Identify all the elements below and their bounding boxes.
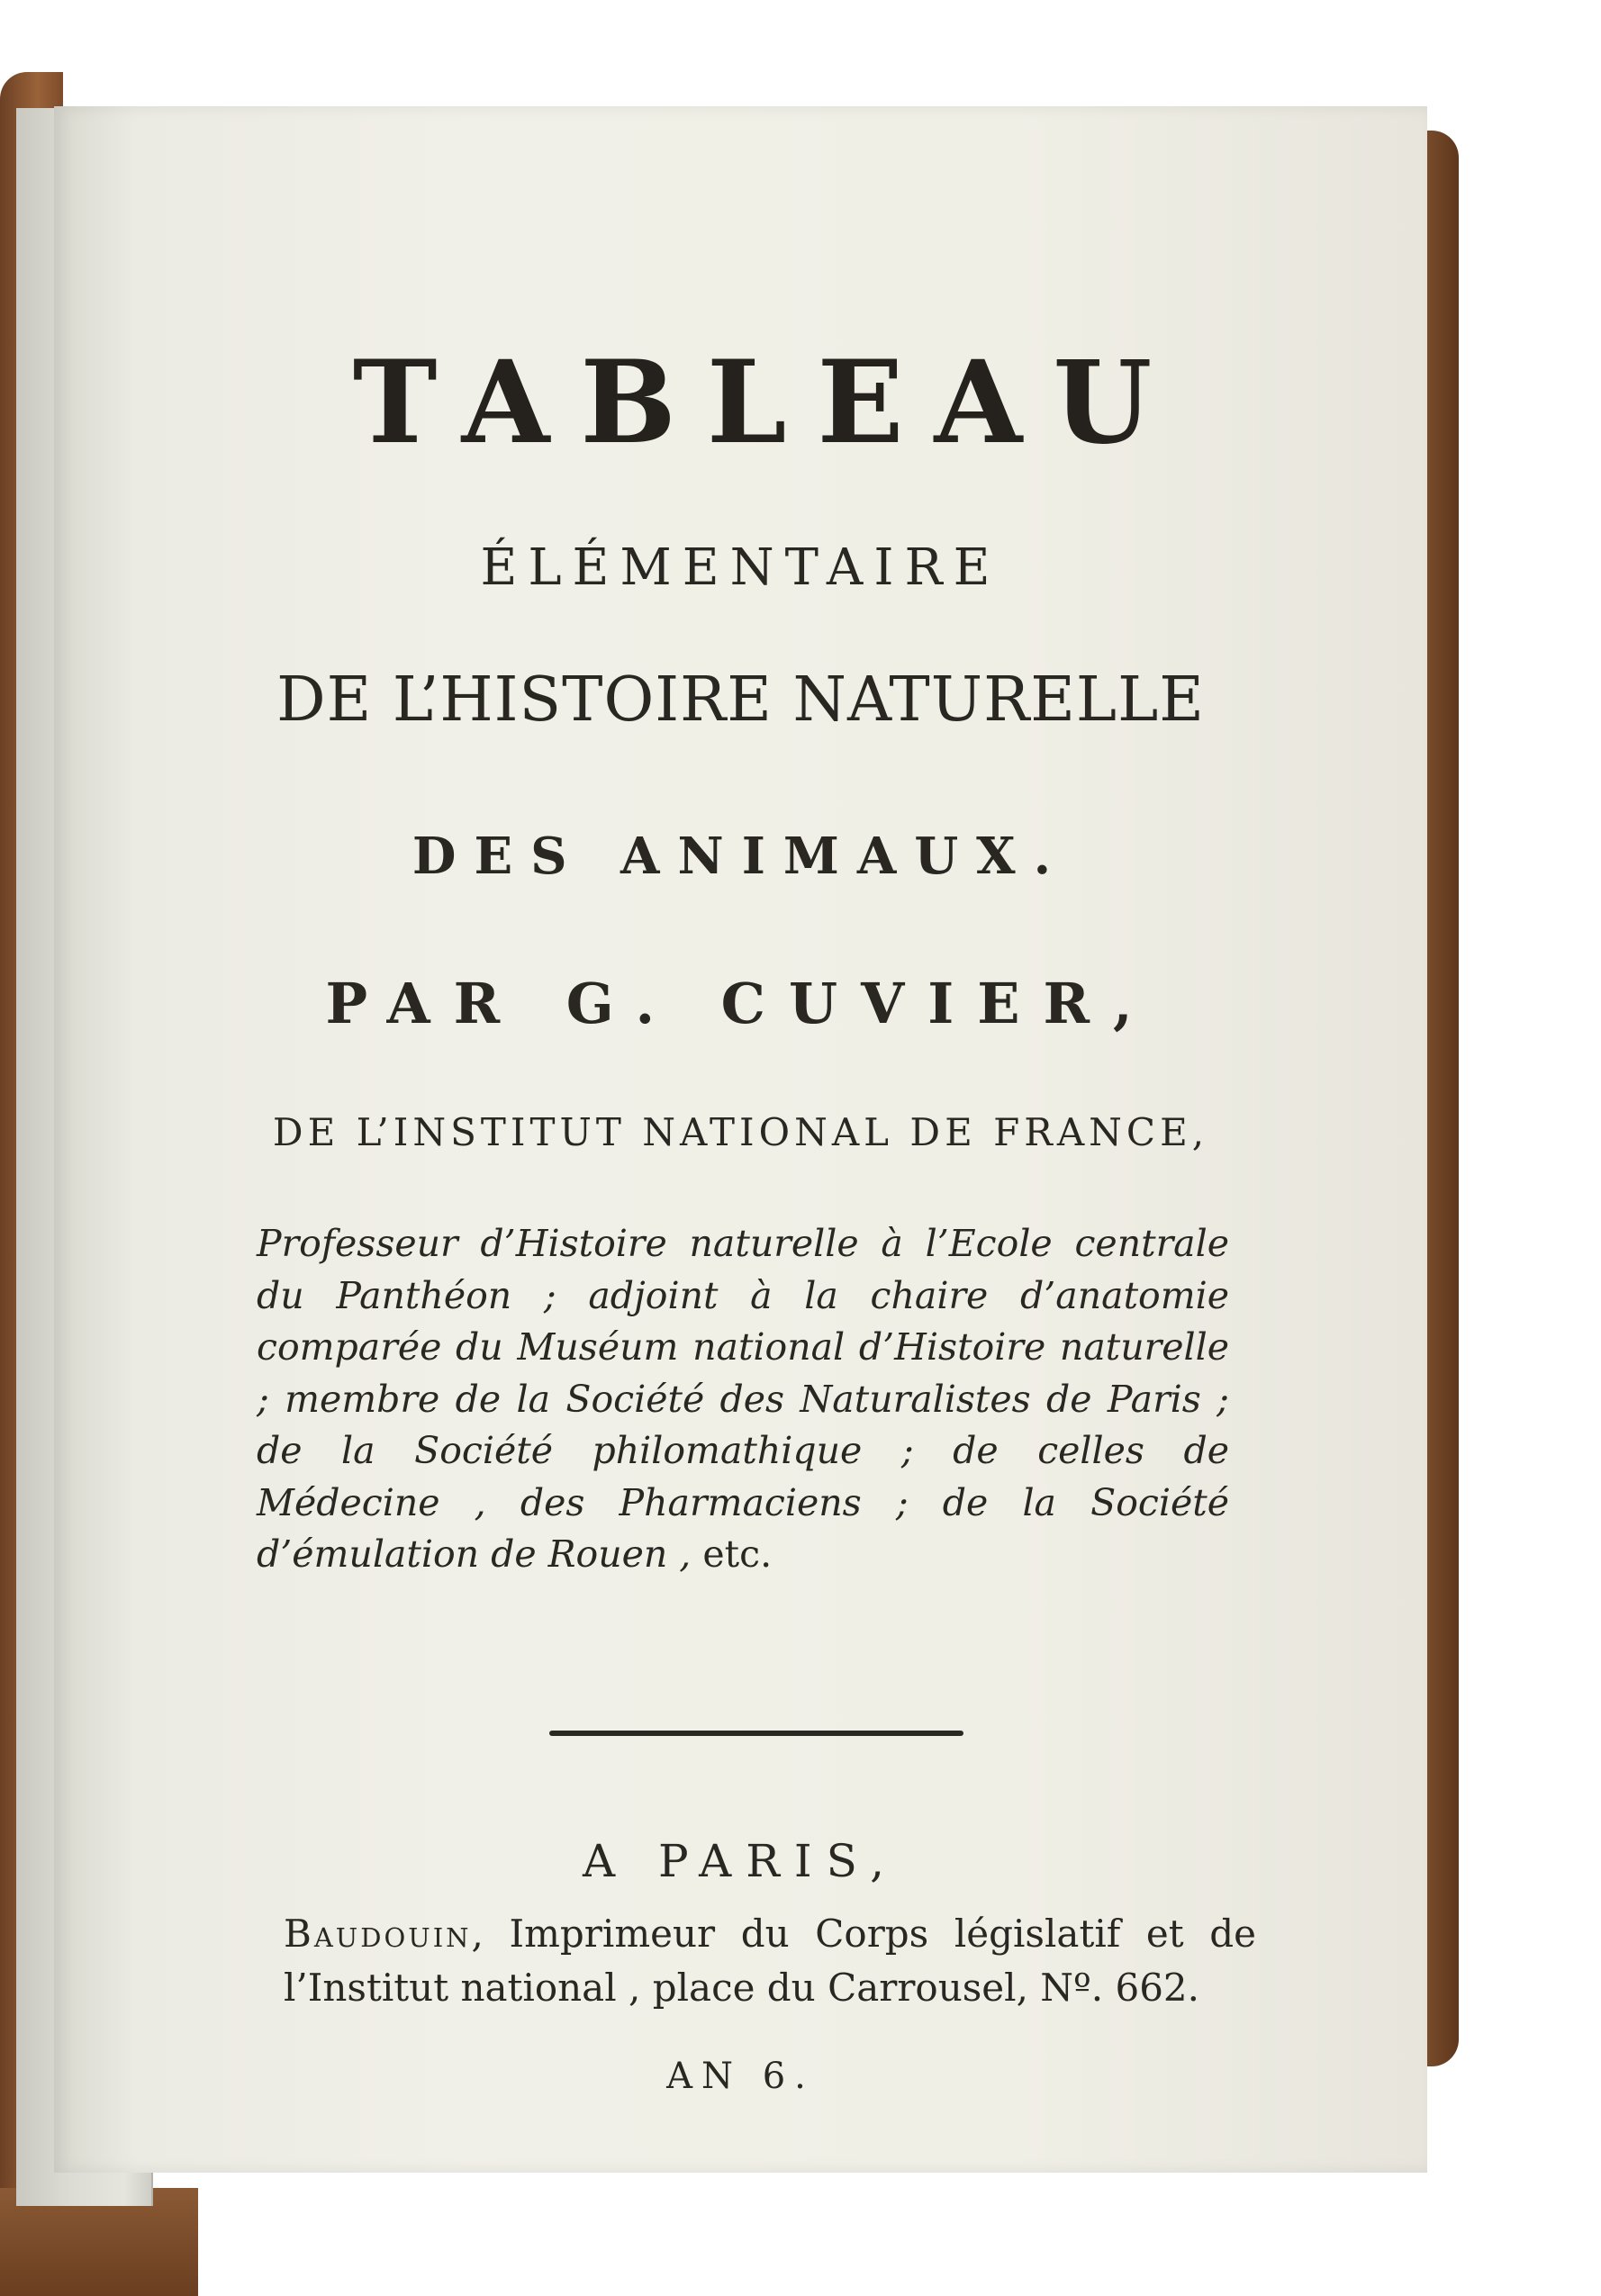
imprint-year: AN 6. [666, 2056, 815, 2097]
title-main: TABLEAU [352, 336, 1183, 469]
affiliation-line: DE L’INSTITUT NATIONAL DE FRANCE, [272, 1110, 1209, 1154]
printer-name: Baudouin [284, 1912, 472, 1956]
divider-rule [549, 1731, 963, 1736]
title-page [54, 106, 1427, 2173]
title-line-4: DES ANIMAUX. [412, 827, 1070, 886]
printer-imprint [284, 1907, 1256, 2015]
title-line-2: ÉLÉMENTAIRE [480, 538, 1001, 597]
credentials-etc: etc. [691, 1532, 773, 1576]
title-line-3: DE L’HISTOIRE NATURELLE [276, 664, 1205, 736]
credentials-text: Professeur d’Histoire naturelle à l’Ecole centrale du Panthéon ; adjoint à la chaire d’anatomie comparée du Muséum national d’Histoire naturelle ; membre de la Société des Naturalistes de Paris ; de la Société philomathique ; de celles de Médecine , des Pharmaciens ; de la Société d’émulation de Rouen , [257, 1222, 1229, 1576]
printer-details: , Imprimeur du Corps législatif et de l’Institut national , place du Carrousel, Nº. 662. [284, 1912, 1256, 2010]
author-line: PAR G. CUVIER, [325, 971, 1156, 1036]
author-credentials [257, 1218, 1229, 1581]
imprint-city: A PARIS, [583, 1835, 899, 1887]
